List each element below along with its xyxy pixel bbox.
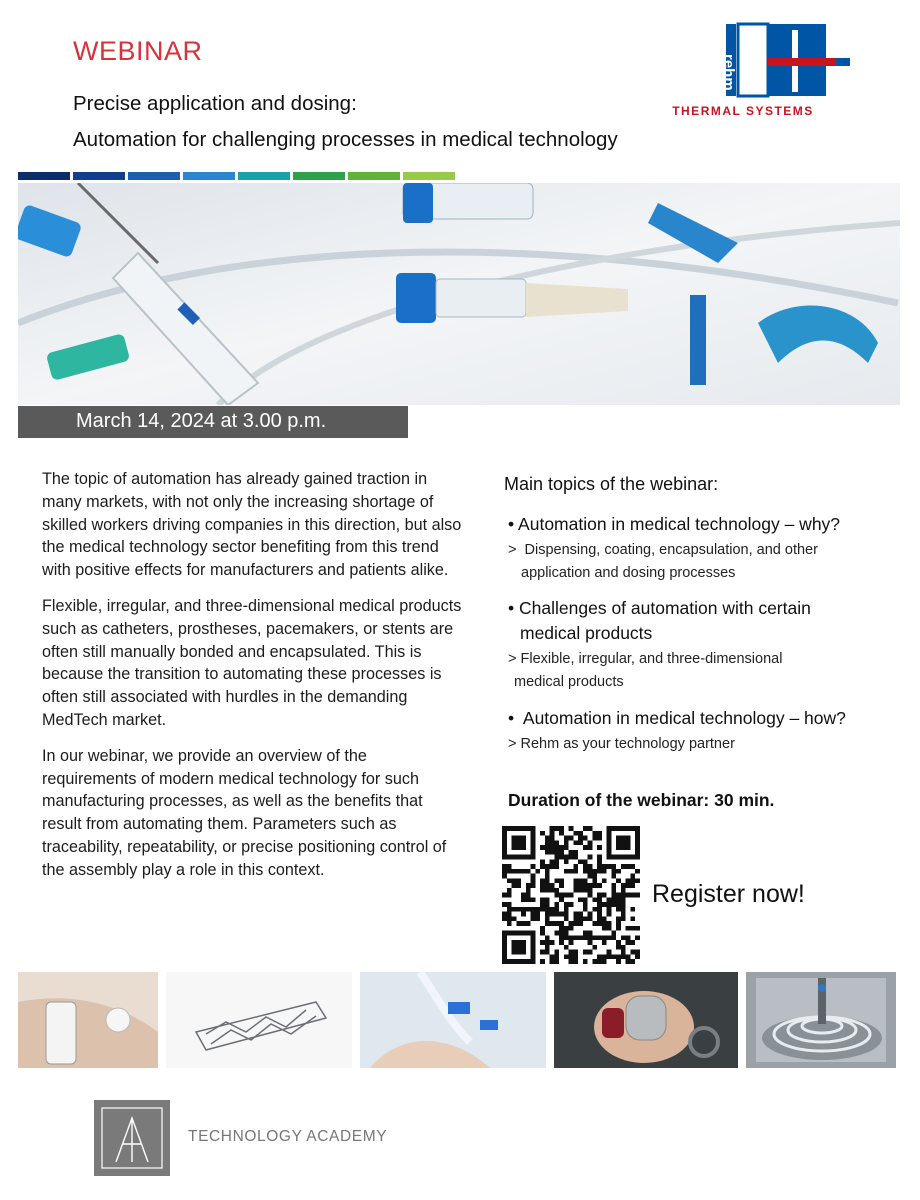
academy-a-icon <box>94 1100 170 1176</box>
topic-1-title: Automation in medical technology – why? <box>518 514 841 534</box>
date-bar <box>18 406 408 438</box>
stripe-segment <box>18 172 70 180</box>
webinar-duration: Duration of the webinar: 30 min. <box>508 790 775 810</box>
hero-medical-devices-image <box>18 183 900 405</box>
topic-3 <box>508 706 846 730</box>
logo-caption: THERMAL SYSTEMS <box>672 104 814 118</box>
topic-2-sub-line-1: Flexible, irregular, and three-dimensional <box>520 651 783 667</box>
color-stripe <box>18 172 455 180</box>
topic-3-sub <box>508 733 735 756</box>
webinar-date: March 14, 2024 at 3.00 p.m. <box>76 410 327 432</box>
topic-2-sub-line-2: medical products <box>514 674 624 690</box>
topic-1-sub-line-1: Dispensing, coating, encapsulation, and other <box>524 542 818 558</box>
dispensing-nozzle-photo <box>746 972 896 1068</box>
topic-3-title: Automation in medical technology – how? <box>522 708 846 728</box>
intro-paragraph-3: In our webinar, we provide an overview of the requirements of modern medical technology for such manufacturing processes, as well as the benefits that result from automating them. Parameters such as traceability, repeatability, or precise positioning control of the assembly play a role in this context. <box>42 746 447 879</box>
intro-paragraph-1: The topic of automation has already gained traction in many markets, with not only the increasing shortage of skilled workers driving companies in this direction, but also the medical technology sector benefiting from this trend with positive effects for manufacturers and patients alike. <box>42 470 462 580</box>
technology-academy-label: TECHNOLOGY ACADEMY <box>188 1128 388 1145</box>
webinar-kicker: WEBINAR <box>73 36 203 66</box>
pacemaker-photo <box>554 972 738 1068</box>
topic-3-sub-line-1: Rehm as your technology partner <box>520 736 735 752</box>
topics-heading: Main topics of the webinar: <box>504 474 719 494</box>
bullet: • <box>508 514 515 534</box>
topic-2 <box>508 596 811 620</box>
bullet: • <box>508 598 515 618</box>
registration-qr-code[interactable] <box>502 826 640 964</box>
sub-marker: > <box>508 651 517 667</box>
sub-marker: > <box>508 736 517 752</box>
stripe-segment <box>183 172 235 180</box>
stripe-segment <box>293 172 345 180</box>
intro-text <box>42 468 462 895</box>
topic-1-sub-line-2: application and dosing processes <box>521 565 736 581</box>
intro-paragraph-2: Flexible, irregular, and three-dimensional medical products such as catheters, prostheses, pacemakers, or stents are often still manually bonded and encapsulated. This is because the transition to automating these processes is often still associated with hurdles in the demanding MedTech market. <box>42 596 462 729</box>
iv-line-photo <box>360 972 546 1068</box>
svg-text:rehm: rehm <box>720 54 737 91</box>
stripe-segment <box>73 172 125 180</box>
sub-marker: > <box>508 542 517 558</box>
topic-2-title-line-1: Challenges of automation with certain <box>519 598 811 618</box>
register-now-link[interactable]: Register now! <box>652 880 805 908</box>
academy-logo <box>94 1100 170 1176</box>
topic-1-sub <box>508 539 818 562</box>
stent-photo <box>166 972 352 1068</box>
topic-1 <box>508 512 840 536</box>
topic-2-title-line-2: medical products <box>520 623 653 643</box>
title-line-2: Automation for challenging processes in medical technology <box>73 128 618 151</box>
wearable-sensor-arm-photo <box>18 972 158 1068</box>
photo-strip <box>18 972 896 1068</box>
topic-2-sub <box>508 648 782 671</box>
title-line-1: Precise application and dosing: <box>73 92 357 115</box>
stripe-segment <box>238 172 290 180</box>
bullet: • <box>508 708 515 728</box>
stripe-segment <box>128 172 180 180</box>
stripe-segment <box>403 172 455 180</box>
stripe-segment <box>348 172 400 180</box>
